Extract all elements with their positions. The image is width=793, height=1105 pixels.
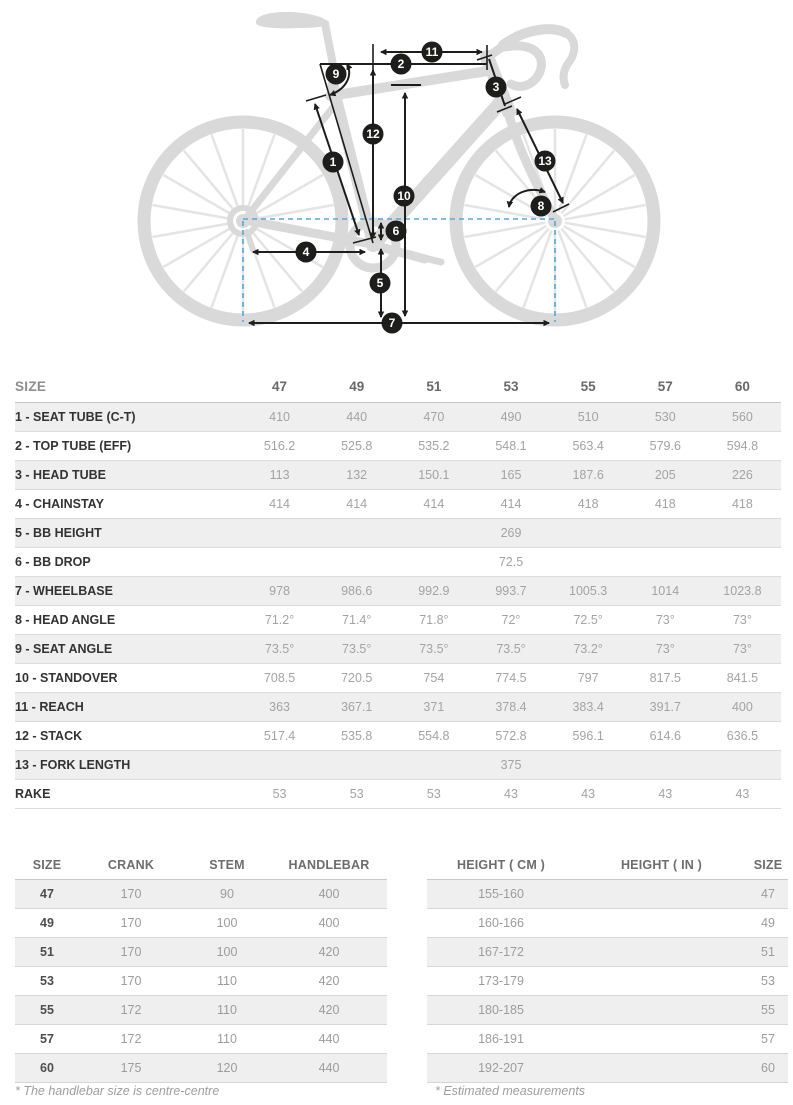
- geometry-header-53: 53: [503, 379, 519, 394]
- geometry-cell: 53: [349, 787, 364, 801]
- table-row: [15, 880, 387, 909]
- geometry-cell: 414: [269, 497, 290, 511]
- svg-text:11: 11: [425, 45, 439, 60]
- geometry-cell: 367.1: [341, 700, 373, 714]
- geometry-row: [15, 548, 781, 577]
- table-cell: 172: [120, 1032, 142, 1046]
- geometry-cell: 563.4: [572, 439, 604, 453]
- saddle: [256, 12, 329, 28]
- table-cell: 172: [120, 1003, 142, 1017]
- pedal: [420, 257, 441, 262]
- components-table: [15, 850, 387, 1083]
- geometry-row-label: 5 - BB HEIGHT: [15, 526, 102, 540]
- geometry-cell: 43: [581, 787, 596, 801]
- column-header-stem: STEM: [209, 857, 245, 872]
- geometry-cell: 535.8: [341, 729, 373, 743]
- geometry-row-label: 13 - FORK LENGTH: [15, 758, 131, 772]
- table-cell: 420: [318, 1003, 340, 1017]
- table-cell: 47: [761, 887, 775, 901]
- table-cell: 60: [40, 1061, 54, 1075]
- geometry-row-label: 1 - SEAT TUBE (C-T): [15, 410, 136, 424]
- svg-text:1: 1: [329, 155, 337, 170]
- table-cell: 110: [217, 1032, 237, 1046]
- geometry-cell: 73°: [732, 613, 752, 627]
- callout-6-badge: [386, 221, 407, 242]
- table-cell: 110: [217, 974, 237, 988]
- svg-text:5: 5: [376, 276, 384, 291]
- geometry-cell: 992.9: [418, 584, 450, 598]
- geometry-row-shared-value: 269: [500, 526, 522, 540]
- svg-text:2: 2: [397, 57, 405, 72]
- table-cell: 170: [120, 974, 142, 988]
- table-cell: 400: [318, 916, 340, 930]
- geometry-row: [15, 490, 781, 519]
- table-cell: 440: [318, 1061, 340, 1075]
- geometry-cell: 414: [500, 497, 522, 511]
- column-header-handlebar: HANDLEBAR: [288, 857, 370, 872]
- geometry-cell: 363: [269, 700, 290, 714]
- geometry-cell: 548.1: [495, 439, 527, 453]
- table-cell: 175: [120, 1061, 142, 1075]
- table-cell: 160-166: [478, 916, 524, 930]
- column-header-size: SIZE: [32, 857, 62, 872]
- geometry-header-47: 47: [272, 379, 288, 394]
- geometry-cell: 73.5°: [419, 642, 449, 656]
- geometry-header-49: 49: [349, 379, 365, 394]
- geometry-row: [15, 577, 781, 606]
- table-row: [15, 909, 387, 938]
- geometry-cell: 841.5: [726, 671, 759, 685]
- svg-text:8: 8: [537, 199, 545, 214]
- geometry-row-label: 2 - TOP TUBE (EFF): [15, 439, 132, 453]
- callout-4-badge: [296, 242, 317, 263]
- geometry-row-label: 7 - WHEELBASE: [15, 584, 113, 598]
- geometry-cell: 797: [577, 671, 599, 685]
- top-tube: [330, 70, 494, 96]
- callout-9-badge: [326, 64, 347, 85]
- geometry-row: [15, 722, 781, 751]
- brake-lever: [564, 33, 575, 85]
- geometry-cell: 596.1: [572, 729, 604, 743]
- handlebar-footnote: * The handlebar size is centre-centre: [15, 1084, 220, 1098]
- table-cell: 100: [216, 945, 238, 959]
- table-cell: 420: [318, 945, 340, 959]
- geometry-row: [15, 664, 781, 693]
- geometry-cell: 418: [577, 497, 599, 511]
- table-cell: 60: [761, 1061, 775, 1075]
- geometry-row-shared-value: 72.5: [498, 555, 524, 569]
- column-header-size: SIZE: [753, 857, 783, 872]
- geometry-row: [15, 461, 781, 490]
- geometry-row-label: 8 - HEAD ANGLE: [15, 613, 116, 627]
- table-row: [427, 996, 788, 1025]
- table-row: [15, 1025, 387, 1054]
- height-table-header: [427, 850, 788, 880]
- geometry-row: [15, 693, 781, 722]
- geometry-row-label: 4 - CHAINSTAY: [15, 497, 104, 511]
- geometry-cell: 579.6: [649, 439, 681, 453]
- table-row: [427, 967, 788, 996]
- callout-11-badge: [422, 42, 443, 63]
- table-cell: 440: [318, 1032, 340, 1046]
- height-table: [427, 850, 788, 1083]
- table-cell: 53: [761, 974, 775, 988]
- geometry-header-size: SIZE: [15, 379, 47, 394]
- geometry-header-51: 51: [426, 379, 442, 394]
- callout-10-badge: [394, 186, 415, 207]
- geometry-cell: 73°: [655, 613, 675, 627]
- geometry-cell: 165: [500, 468, 522, 482]
- geometry-row-label: 12 - STACK: [15, 729, 83, 743]
- table-cell: [575, 996, 748, 1025]
- geometry-cell: 754: [423, 671, 445, 685]
- geometry-cell: 440: [346, 410, 368, 424]
- column-header-height-cm: HEIGHT ( CM ): [456, 857, 545, 872]
- table-cell: 110: [217, 1003, 237, 1017]
- geometry-cell: 72°: [501, 613, 521, 627]
- geometry-cell: 708.5: [263, 671, 296, 685]
- geometry-cell: 1023.8: [723, 584, 762, 598]
- geometry-row-label: 10 - STANDOVER: [15, 671, 118, 685]
- geometry-cell: 150.1: [418, 468, 450, 482]
- table-cell: 57: [40, 1032, 54, 1046]
- svg-text:4: 4: [302, 245, 310, 260]
- geometry-cell: 817.5: [649, 671, 681, 685]
- geometry-cell: 516.2: [263, 439, 296, 453]
- geometry-row-label: 9 - SEAT ANGLE: [15, 642, 113, 656]
- table-cell: 49: [40, 916, 54, 930]
- geometry-row-label: 11 - REACH: [15, 700, 84, 714]
- geometry-cell: 73.5°: [342, 642, 372, 656]
- geometry-cell: 594.8: [726, 439, 759, 453]
- geometry-row: [15, 751, 781, 780]
- table-cell: 170: [120, 916, 142, 930]
- table-cell: 53: [40, 974, 54, 988]
- geometry-row-label: RAKE: [15, 787, 51, 801]
- geometry-row: [15, 606, 781, 635]
- table-cell: 47: [40, 887, 54, 901]
- geometry-cell: 53: [272, 787, 287, 801]
- seat-tube-top-tick: [306, 95, 326, 101]
- table-row: [15, 996, 387, 1025]
- geometry-table-header: [15, 371, 781, 403]
- table-cell: 120: [216, 1061, 238, 1075]
- svg-text:7: 7: [388, 316, 396, 331]
- table-cell: [575, 1025, 748, 1054]
- callout-8-badge: [531, 196, 552, 217]
- table-cell: 170: [120, 887, 142, 901]
- callout-7-badge: [382, 313, 403, 334]
- table-cell: 192-207: [478, 1061, 524, 1075]
- svg-text:13: 13: [538, 154, 552, 169]
- table-row: [15, 967, 387, 996]
- table-cell: [575, 967, 748, 996]
- geometry-cell: 400: [731, 700, 753, 714]
- table-cell: 100: [216, 916, 238, 930]
- geometry-cell: 226: [731, 468, 753, 482]
- table-cell: 51: [40, 945, 54, 959]
- table-cell: [575, 880, 748, 909]
- geometry-cell: 43: [735, 787, 750, 801]
- table-cell: 49: [761, 916, 775, 930]
- geometry-cell: 113: [269, 468, 290, 482]
- geometry-cell: 720.5: [341, 671, 373, 685]
- callout-2-badge: [391, 54, 412, 75]
- geometry-cell: 371: [423, 700, 445, 714]
- table-cell: 420: [318, 974, 340, 988]
- geometry-cell: 132: [346, 468, 368, 482]
- callout-1-badge: [323, 152, 344, 173]
- geometry-cell: 1005.3: [569, 584, 608, 598]
- table-cell: 170: [120, 945, 142, 959]
- callout-12-badge: [363, 124, 384, 145]
- table-cell: 173-179: [478, 974, 524, 988]
- table-cell: [575, 1054, 748, 1083]
- geometry-cell: 978: [269, 584, 290, 598]
- geometry-cell: 614.6: [649, 729, 681, 743]
- geometry-cell: 72.5°: [573, 613, 603, 627]
- table-row: [15, 1054, 387, 1083]
- table-row: [427, 938, 788, 967]
- geometry-cell: 510: [577, 410, 599, 424]
- table-row: [427, 1054, 788, 1083]
- geometry-cell: 410: [269, 410, 290, 424]
- table-row: [427, 1025, 788, 1054]
- components-table-header: [15, 850, 387, 880]
- geometry-cell: 73.5°: [496, 642, 526, 656]
- geometry-row: [15, 519, 781, 548]
- geometry-header-60: 60: [734, 379, 750, 394]
- geometry-cell: 530: [654, 410, 676, 424]
- geometry-cell: 636.5: [726, 729, 759, 743]
- table-row: [15, 938, 387, 967]
- geometry-cell: 378.4: [495, 700, 527, 714]
- geometry-cell: 73.2°: [573, 642, 603, 656]
- geometry-cell: 986.6: [341, 584, 373, 598]
- callout-3-badge: [486, 77, 507, 98]
- geometry-cell: 391.7: [649, 700, 681, 714]
- table-row: [427, 909, 788, 938]
- table-cell: 57: [761, 1032, 775, 1046]
- geometry-cell: 993.7: [495, 584, 527, 598]
- geometry-cell: 560: [731, 410, 753, 424]
- table-cell: 55: [40, 1003, 54, 1017]
- geometry-cell: 418: [654, 497, 676, 511]
- table-cell: 51: [761, 945, 775, 959]
- rear-derailleur: [247, 232, 253, 250]
- table-cell: 55: [761, 1003, 775, 1017]
- bike-geometry-diagram: [0, 0, 793, 352]
- geometry-cell: 73°: [732, 642, 752, 656]
- table-cell: 90: [220, 887, 234, 901]
- geometry-header-57: 57: [657, 379, 673, 394]
- table-cell: 400: [318, 887, 340, 901]
- table-cell: [575, 909, 748, 938]
- geometry-cell: 525.8: [341, 439, 373, 453]
- geometry-cell: 43: [658, 787, 673, 801]
- handlebar-drop: [505, 46, 541, 87]
- geometry-cell: 187.6: [572, 468, 604, 482]
- svg-text:3: 3: [492, 80, 500, 95]
- callout-5-badge: [370, 273, 391, 294]
- estimated-footnote: * Estimated measurements: [435, 1084, 586, 1098]
- geometry-cell: 490: [500, 410, 522, 424]
- geometry-cell: 43: [504, 787, 518, 801]
- geometry-header-55: 55: [580, 379, 596, 394]
- table-cell: 155-160: [478, 887, 524, 901]
- svg-text:10: 10: [397, 189, 411, 204]
- column-header-crank: CRANK: [107, 857, 155, 872]
- geometry-cell: 71.2°: [264, 613, 295, 627]
- callout-13-badge: [535, 151, 556, 172]
- table-cell: 186-191: [478, 1032, 524, 1046]
- table-cell: 180-185: [478, 1003, 524, 1017]
- geometry-cell: 73°: [655, 642, 675, 656]
- column-header-height-in: HEIGHT ( IN ): [620, 857, 703, 872]
- table-cell: 167-172: [478, 945, 524, 959]
- geometry-cell: 517.4: [263, 729, 296, 743]
- geometry-cell: 470: [423, 410, 445, 424]
- geometry-cell: 205: [654, 468, 676, 482]
- svg-text:12: 12: [366, 127, 380, 142]
- geometry-row-label: 3 - HEAD TUBE: [15, 468, 106, 482]
- svg-text:9: 9: [332, 67, 340, 82]
- geometry-cell: 414: [346, 497, 368, 511]
- geometry-row: [15, 432, 781, 461]
- geometry-row: [15, 635, 781, 664]
- geometry-cell: 774.5: [495, 671, 527, 685]
- geometry-table: [15, 371, 781, 809]
- geometry-row-label: 6 - BB DROP: [15, 555, 91, 569]
- geometry-cell: 71.4°: [342, 613, 372, 627]
- geometry-row: [15, 403, 781, 432]
- geometry-row-shared-value: 375: [500, 758, 522, 772]
- geometry-cell: 418: [731, 497, 753, 511]
- geometry-cell: 554.8: [418, 729, 450, 743]
- geometry-cell: 53: [426, 787, 441, 801]
- geometry-row: [15, 780, 781, 809]
- geometry-cell: 71.8°: [419, 613, 449, 627]
- geometry-cell: 73.5°: [264, 642, 295, 656]
- geometry-cell: 383.4: [572, 700, 604, 714]
- geometry-cell: 535.2: [418, 439, 450, 453]
- geometry-cell: 1014: [651, 584, 680, 598]
- table-row: [427, 880, 788, 909]
- table-cell: [575, 938, 748, 967]
- geometry-cell: 414: [423, 497, 445, 511]
- geometry-cell: 572.8: [495, 729, 527, 743]
- svg-text:6: 6: [392, 224, 400, 239]
